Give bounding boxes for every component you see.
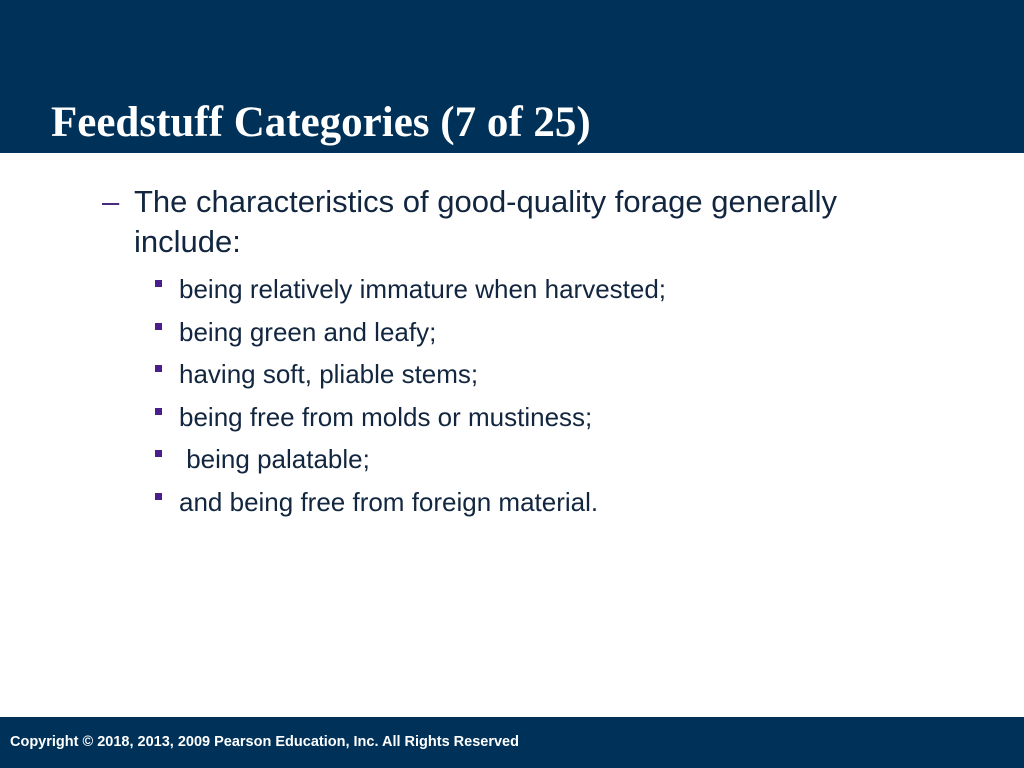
list-item — [155, 397, 593, 440]
list-item — [155, 312, 437, 355]
slide-title: Feedstuff Categories (7 of 25) — [51, 99, 591, 146]
square-bullet-icon — [155, 408, 162, 415]
list-item — [155, 482, 599, 525]
characteristics-list — [155, 269, 667, 524]
square-bullet-icon — [155, 450, 162, 457]
level1-text: The characteristics of good-quality forage generally include: — [134, 184, 838, 259]
level1-bullet — [102, 182, 922, 262]
list-item-text: and being free from foreign material. — [179, 486, 599, 517]
list-item-text: having soft, pliable stems; — [179, 359, 479, 389]
list-item — [155, 354, 479, 397]
square-bullet-icon — [155, 323, 162, 330]
dash-bullet-icon: – — [102, 184, 120, 219]
slide-body — [0, 153, 1024, 717]
square-bullet-icon — [155, 493, 162, 500]
title-bar — [0, 0, 1024, 153]
list-item-text: being green and leafy; — [179, 316, 437, 347]
list-item-text: being relatively immature when harvested; — [179, 274, 667, 304]
square-bullet-icon — [155, 365, 162, 372]
list-item — [155, 439, 370, 482]
copyright-text: Copyright © 2018, 2013, 2009 Pearson Education, Inc. All Rights Reserved — [10, 734, 519, 750]
list-item-text: being palatable; — [179, 444, 370, 474]
list-item-text: being free from molds or mustiness; — [179, 401, 593, 432]
list-item — [155, 269, 667, 312]
square-bullet-icon — [155, 280, 162, 287]
footer-bar — [0, 717, 1024, 768]
